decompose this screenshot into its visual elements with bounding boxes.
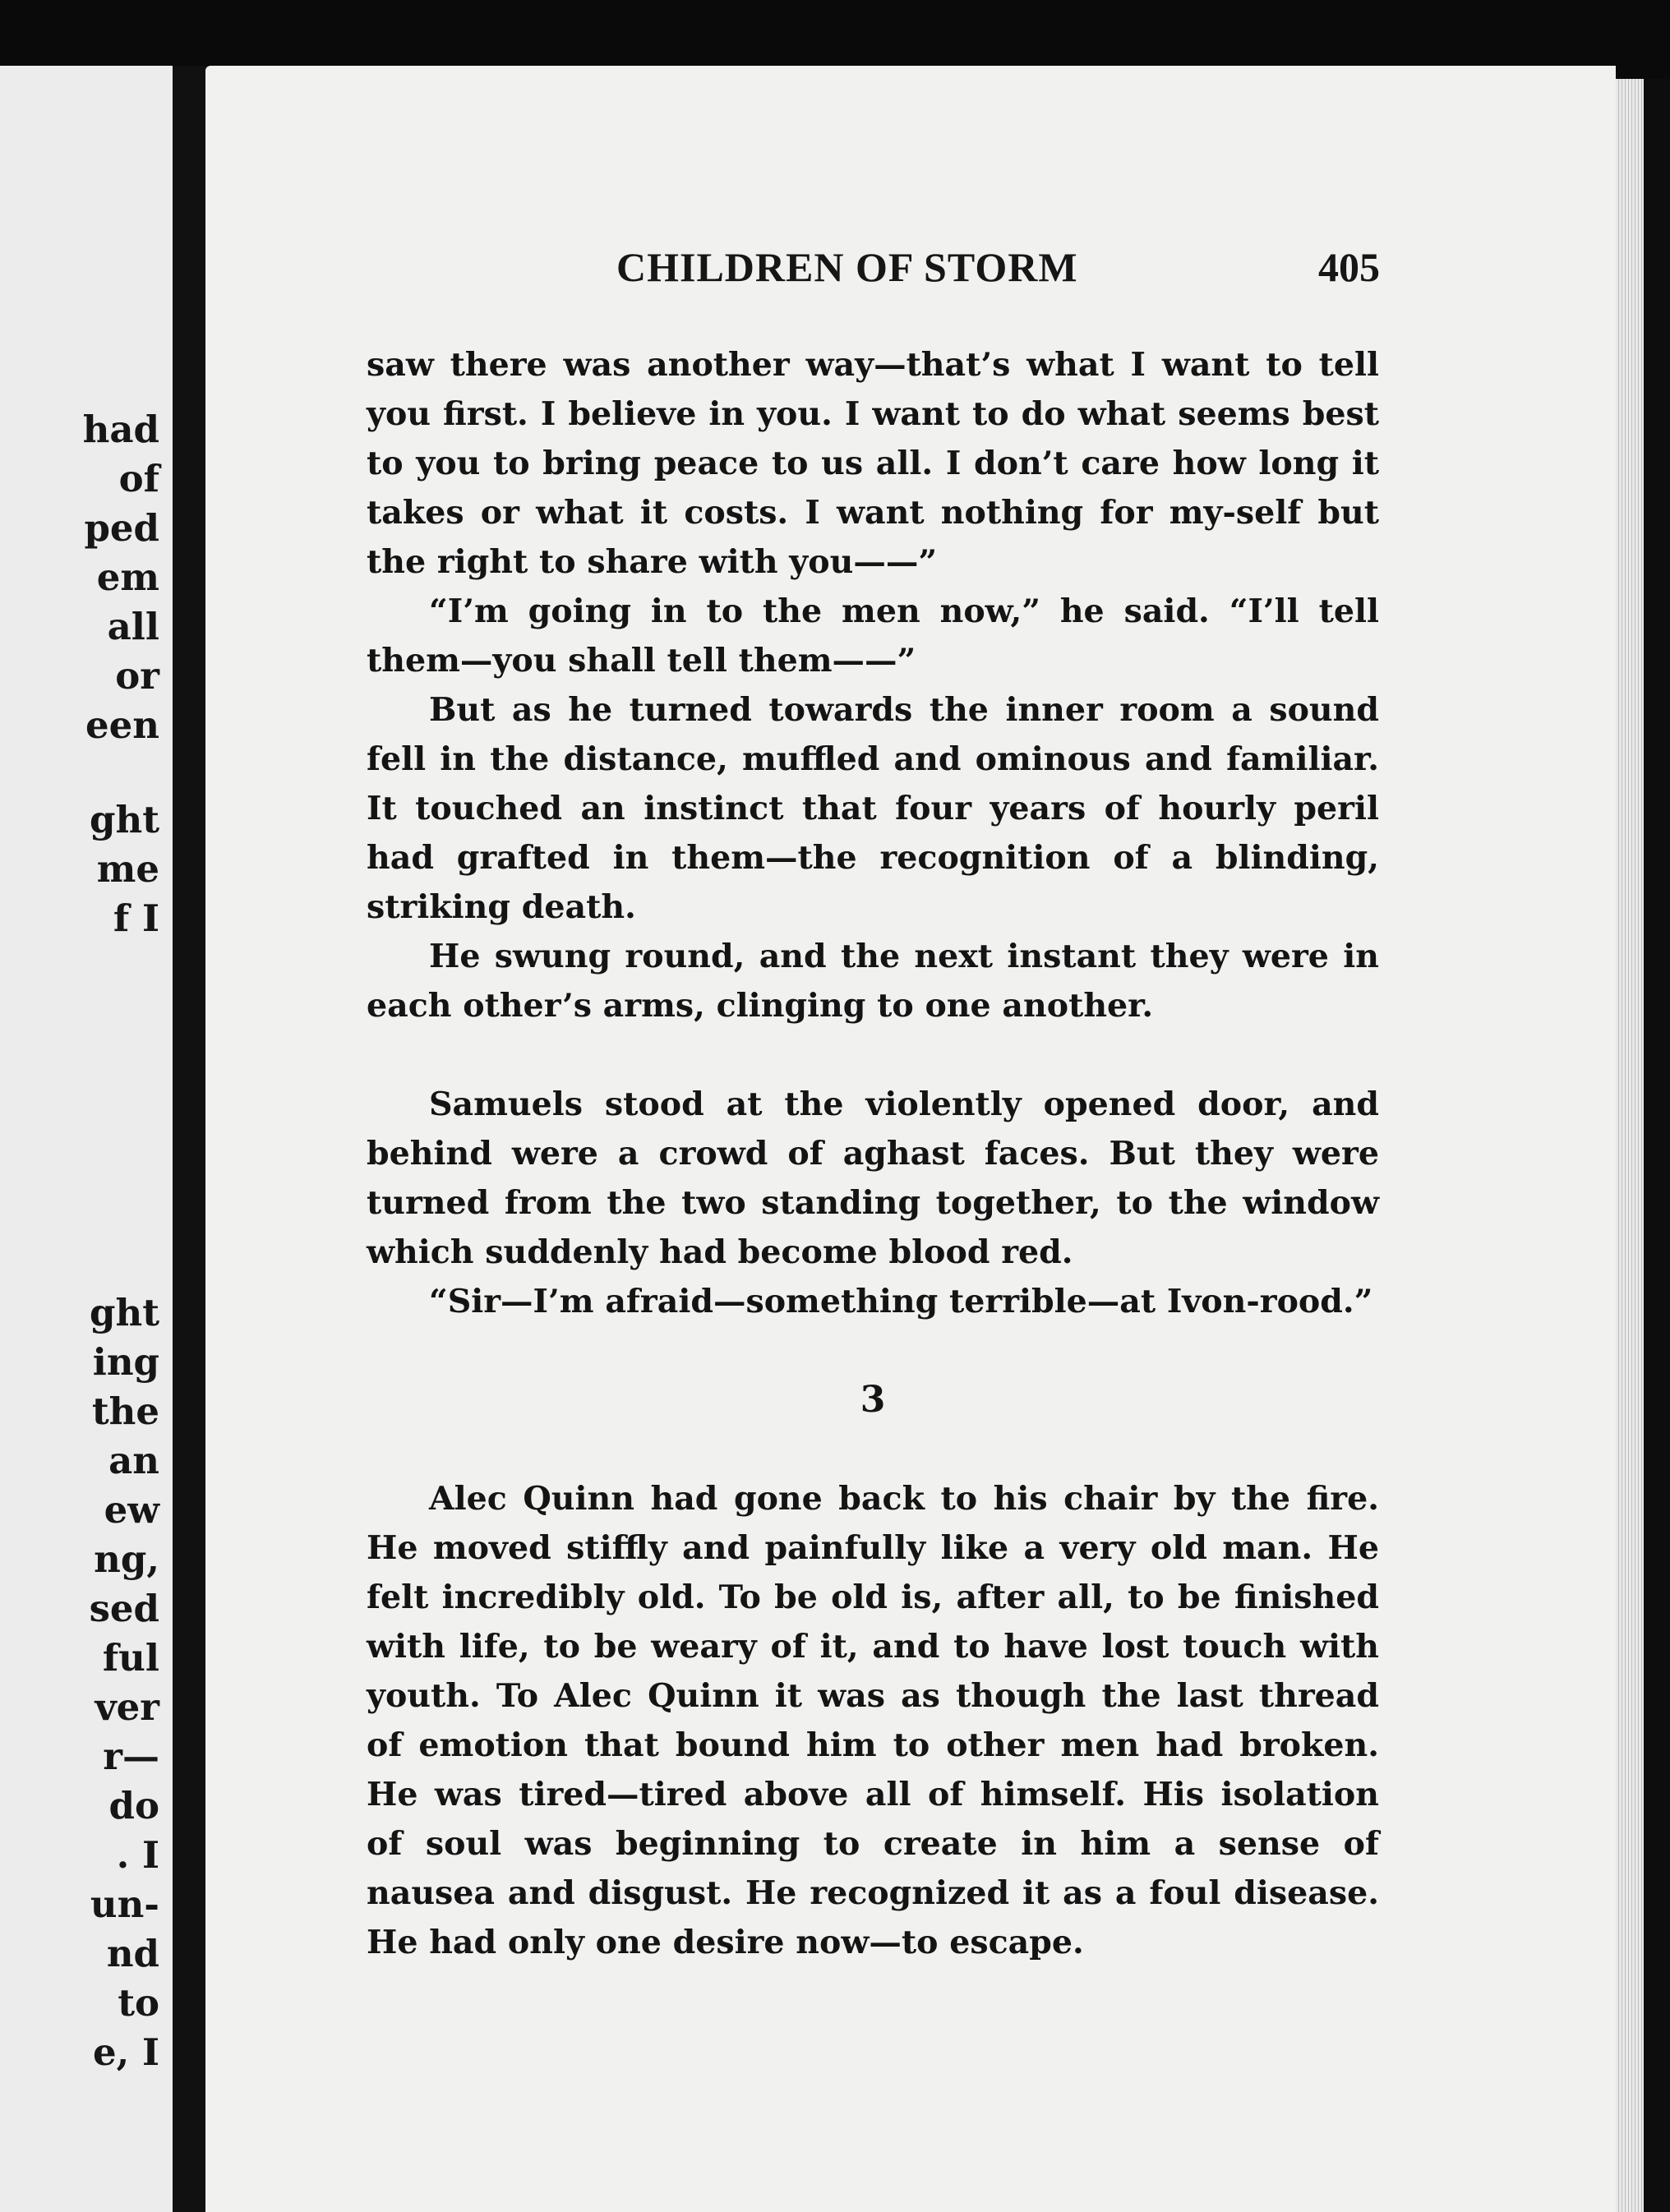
left-page-fragment: to	[118, 1981, 159, 2025]
paragraph: “Sir—I’m afraid—something terrible—at Ivon-rood.”	[429, 1283, 1373, 1320]
left-page-fragment: een	[85, 703, 159, 747]
left-page-fragment: the	[91, 1389, 159, 1433]
page-edges	[1616, 79, 1644, 2212]
left-page-fragment: un-	[90, 1883, 159, 1926]
left-page-fragment: of	[118, 457, 159, 500]
paragraph: saw there was another way—that’s what I want to tell you first. I believe in you. I want to do what seems best to you to bring peace to us all. I don’t care how long it takes or what it costs. I want nothing for my-self but the right to share with you——”	[367, 346, 1379, 581]
left-page-fragment: ful	[102, 1636, 159, 1680]
page-body	[367, 340, 1379, 1967]
left-page-fragment: ver	[95, 1685, 159, 1729]
scan-border	[1644, 79, 1670, 2212]
section-break	[367, 1030, 1379, 1080]
left-page-fragment: r—	[103, 1735, 159, 1778]
book-gutter	[173, 66, 205, 2212]
left-page-fragment: had	[82, 408, 159, 451]
left-page-fragment: ng,	[94, 1537, 159, 1581]
left-page-fragment: ped	[84, 506, 159, 550]
left-page-fragment: an	[108, 1439, 159, 1482]
left-page-edge	[0, 66, 173, 2212]
left-page-fragment: ing	[92, 1340, 159, 1384]
left-page-fragment: nd	[106, 1932, 159, 1975]
left-page-fragment: sed	[89, 1587, 159, 1630]
left-page-fragment: em	[96, 555, 159, 599]
left-page-fragment: me	[96, 847, 159, 891]
paragraph: But as he turned towards the inner room a sound fell in the distance, muffled and ominous and familiar. It touched an instinct that four years of hourly peril had grafted in them—the recognition of a blinding, striking death.	[367, 691, 1379, 926]
page-header	[205, 243, 1616, 293]
running-head: CHILDREN OF STORM	[616, 244, 1078, 290]
left-page-fragment: all	[107, 605, 159, 648]
page-number: 405	[1318, 244, 1380, 290]
left-page-fragment: . I	[116, 1833, 159, 1877]
paragraph: He swung round, and the next instant they were in each other’s arms, clinging to one another.	[367, 938, 1379, 1025]
left-page-fragment: ew	[104, 1488, 159, 1532]
paragraph: Samuels stood at the violently opened door, and behind were a crowd of aghast faces. But they were turned from the two standing together, to the window which suddenly had become blood red.	[367, 1085, 1379, 1271]
left-page-fragment: f I	[113, 896, 159, 940]
section-number: 3	[860, 1379, 886, 1421]
paragraph: “I’m going in to the men now,” he said. “I’ll tell them—you shall tell them——”	[367, 592, 1379, 680]
left-page-fragment: ght	[90, 1291, 159, 1334]
paragraph: Alec Quinn had gone back to his chair by the fire. He moved stiffly and painfully like a very old man. He felt incredibly old. To be old is, after all, to be finished with life, to be weary of it, and to have lost touch with youth. To Alec Quinn it was as though the last thread of emotion that bound him to other men had broken. He was tired—tired above all of himself. His isolation of soul was beginning to create in him a sense of nausea and disgust. He recognized it as a foul disease. He had only one desire now—to escape.	[367, 1480, 1379, 1961]
left-page-fragment: or	[115, 654, 159, 698]
left-page-fragment: e, I	[92, 2030, 159, 2074]
left-page-fragment: do	[108, 1784, 159, 1827]
left-page-fragment: ght	[90, 798, 159, 841]
